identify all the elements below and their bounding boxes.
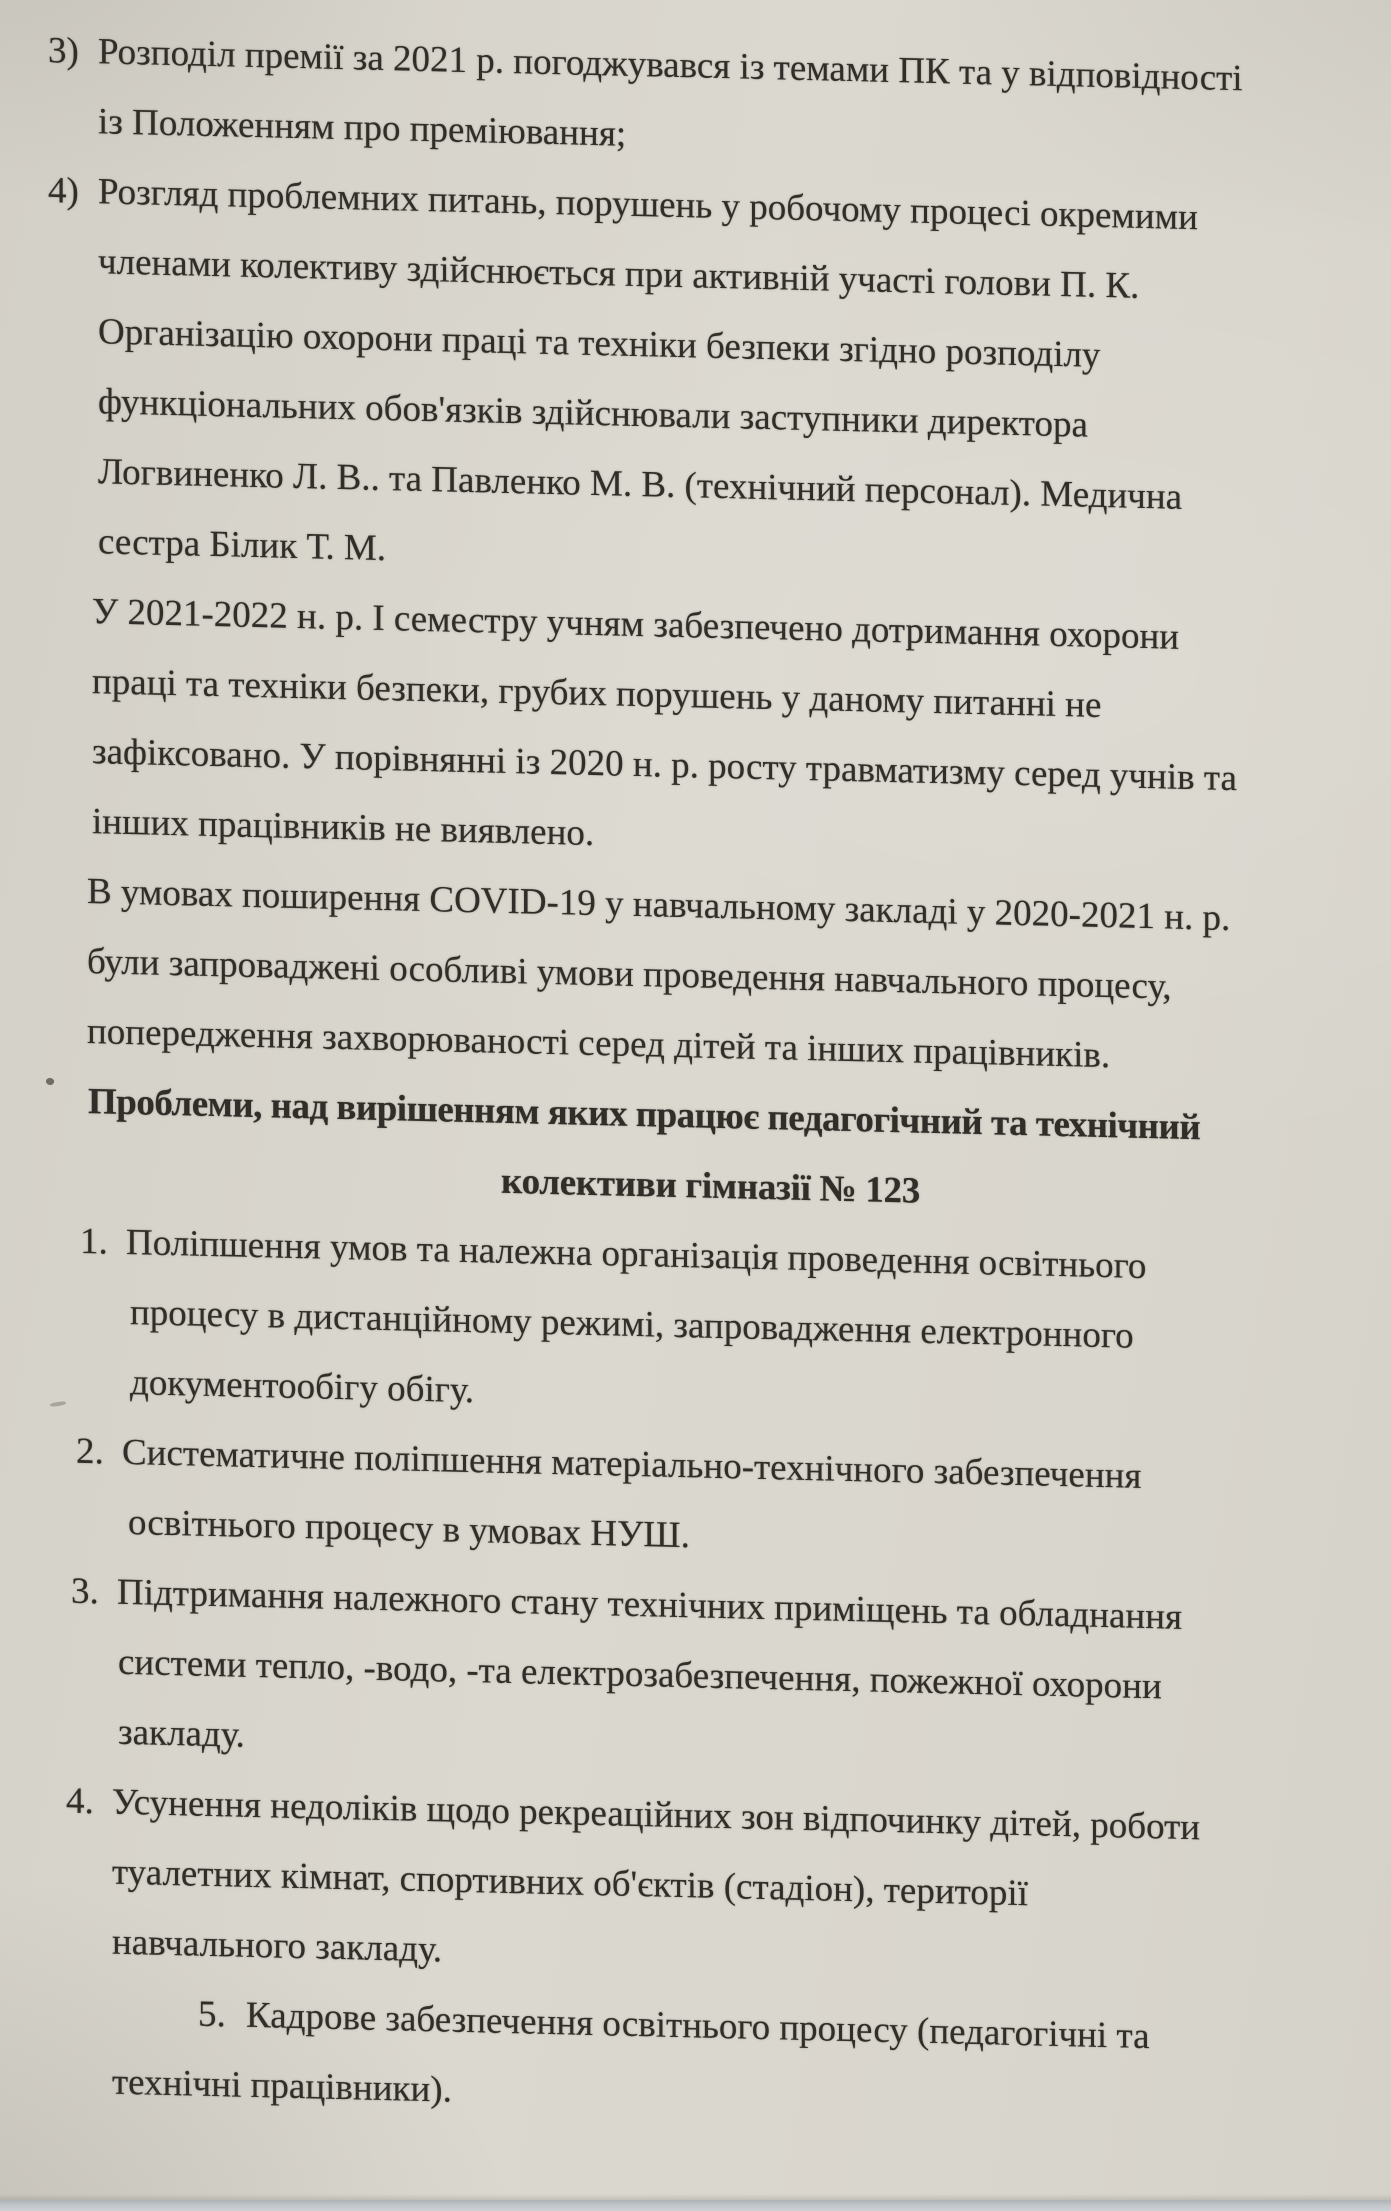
- text-line: закладу.: [118, 1711, 245, 1756]
- list-marker: 4): [48, 170, 79, 212]
- text-line: Кадрове забезпечення освітнього процесу (педагогічні та: [246, 1994, 1150, 2058]
- text-line: Розподіл премії за 2021 р. погоджувався із темами ПК та у відповідності: [98, 31, 1243, 100]
- text-line: праці та техніки безпеки, грубих порушень у даному питанні не: [92, 661, 1102, 726]
- text-line: Усунення недоліків щодо рекреаційних зон відпочинку дітей, роботи: [112, 1781, 1201, 1849]
- text-line: зафіксовано. У порівнянні із 2020 н. р. росту травматизму серед учнів та: [92, 731, 1237, 800]
- text-line: Поліпшення умов та належна організація проведення освітнього: [126, 1221, 1147, 1288]
- list-marker: 5.: [198, 1993, 226, 2036]
- text-line: документообігу обігу.: [130, 1362, 474, 1412]
- text-line: попередження захворюваності серед дітей та інших працівників.: [87, 1011, 1111, 1077]
- list-marker: 3): [48, 30, 79, 72]
- text-line: інших працівників не виявлено.: [92, 801, 595, 855]
- text-line: Підтримання належного стану технічних приміщень та обладнання: [117, 1571, 1183, 1638]
- text-line: сестра Білик Т. М.: [98, 521, 386, 570]
- table-edge-strip: [0, 2200, 1391, 2211]
- text-line: були запроваджені особливі умови проведення навчального процесу,: [87, 941, 1172, 1008]
- list-marker: 1.: [80, 1220, 108, 1263]
- text-line: Організацію охорони праці та техніки безпеки згідно розподілу: [98, 311, 1101, 376]
- text-line: Логвиненко Л. В.. та Павленко М. В. (технічний персонал). Медична: [98, 451, 1183, 518]
- list-marker: 4.: [66, 1780, 94, 1823]
- section-heading-line-2: колективи гімназії № 123: [501, 1160, 920, 1212]
- text-line: Розгляд проблемних питань, порушень у робочому процесі окремими: [98, 171, 1198, 239]
- text-line: навчального закладу.: [112, 1921, 443, 1971]
- text-line: Систематичне поліпшення матеріально-технічного забезпечення: [122, 1431, 1142, 1497]
- text-line: функціональних обов'язків здійснювали заступники директора: [98, 381, 1088, 446]
- text-line: У 2021-2022 н. р. І семестру учням забезпечено дотримання охорони: [92, 591, 1180, 658]
- list-marker: 3.: [71, 1570, 99, 1613]
- text-line: із Положенням про преміювання;: [98, 101, 627, 155]
- text-line: освітнього процесу в умовах НУШ.: [128, 1502, 690, 1557]
- text-line: системи тепло, -водо, -та електрозабезпечення, пожежної охорони: [118, 1641, 1162, 1708]
- section-heading-line-1: Проблеми, над вирішенням яких працює педагогічний та технічний: [88, 1081, 1201, 1149]
- list-marker: 2.: [76, 1430, 104, 1473]
- text-line: членами колективу здійснюється при активній участі голови П. К.: [98, 241, 1140, 307]
- text-line: В умовах поширення COVID-19 у навчальному закладі у 2020-2021 н. р.: [87, 871, 1231, 939]
- text-line: технічні працівники).: [112, 2061, 452, 2111]
- text-line: процесу в дистанційному режимі, запровадження електронного: [130, 1292, 1134, 1357]
- text-line: туалетних кімнат, спортивних об'єктів (стадіон), території: [112, 1851, 1028, 1915]
